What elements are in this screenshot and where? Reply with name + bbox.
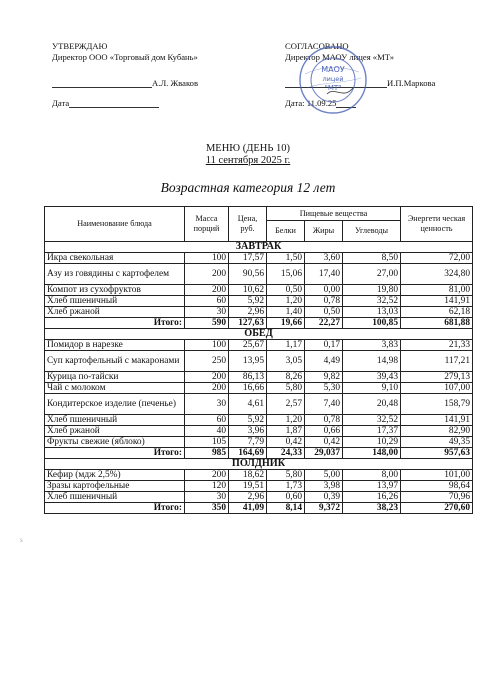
dish-price: 5,92 <box>229 296 267 307</box>
dish-carbs: 19,80 <box>343 285 401 296</box>
total-row <box>45 318 473 329</box>
total-fat: 9,372 <box>305 503 343 514</box>
dish-fat: 0,66 <box>305 426 343 437</box>
total-mass: 985 <box>185 448 229 459</box>
dish-mass: 30 <box>185 492 229 503</box>
total-label: Итого: <box>45 448 185 459</box>
dish-carbs: 13,97 <box>343 481 401 492</box>
table-row <box>45 253 473 264</box>
dish-carbs: 32,52 <box>343 296 401 307</box>
organization-stamp <box>297 44 369 116</box>
dish-name: Помидор в нарезке <box>45 340 185 351</box>
dish-price: 18,62 <box>229 470 267 481</box>
dish-fat: 0,00 <box>305 285 343 296</box>
header-mass: Масса порций <box>185 207 229 242</box>
dish-price: 10,62 <box>229 285 267 296</box>
section-title: ПОЛДНИК <box>45 459 473 470</box>
total-energy: 681,88 <box>401 318 473 329</box>
total-price: 41,09 <box>229 503 267 514</box>
dish-price: 4,61 <box>229 394 267 415</box>
date-value: 11.09.25 <box>306 98 337 108</box>
dish-name: Азу из говядины с картофелем <box>45 264 185 285</box>
table-row <box>45 394 473 415</box>
dish-energy: 141,91 <box>401 296 473 307</box>
dish-fat: 9,82 <box>305 372 343 383</box>
dish-carbs: 3,83 <box>343 340 401 351</box>
dish-name: Хлеб ржаной <box>45 307 185 318</box>
total-protein: 8,14 <box>267 503 305 514</box>
dish-name: Кондитерское изделие (печенье) <box>45 394 185 415</box>
total-protein: 24,33 <box>267 448 305 459</box>
age-category: Возрастная категория 12 лет <box>160 180 336 195</box>
dish-mass: 100 <box>185 253 229 264</box>
header-fat: Жиры <box>305 221 343 242</box>
dish-energy: 117,21 <box>401 351 473 372</box>
table-row <box>45 415 473 426</box>
dish-fat: 0,17 <box>305 340 343 351</box>
menu-title: МЕНЮ (ДЕНЬ 10) <box>205 143 291 154</box>
table-row <box>45 426 473 437</box>
section-row <box>45 242 473 253</box>
dish-name: Суп картофельный с макаронами <box>45 351 185 372</box>
dish-name: Хлеб ржаной <box>45 426 185 437</box>
dish-protein: 3,05 <box>267 351 305 372</box>
dish-protein: 0,50 <box>267 285 305 296</box>
dish-protein: 2,57 <box>267 394 305 415</box>
dish-fat: 0,50 <box>305 307 343 318</box>
dish-mass: 40 <box>185 426 229 437</box>
dish-fat: 4,49 <box>305 351 343 372</box>
dish-name: Икра свекольная <box>45 253 185 264</box>
dish-mass: 250 <box>185 351 229 372</box>
menu-date: 11 сентября 2025 г. <box>205 155 291 166</box>
table-row <box>45 383 473 394</box>
dish-energy: 279,13 <box>401 372 473 383</box>
agreer-name: И.П.Маркова <box>387 78 436 88</box>
dish-mass: 200 <box>185 285 229 296</box>
section-title: ЗАВТРАК <box>45 242 473 253</box>
table-row <box>45 340 473 351</box>
header-nutrients: Пищевые вещества <box>267 207 401 221</box>
stamp-line1: МАОУ <box>321 65 345 74</box>
date-label: Дата <box>52 98 70 108</box>
total-label: Итого: <box>45 318 185 329</box>
dish-fat: 7,40 <box>305 394 343 415</box>
total-energy: 957,63 <box>401 448 473 459</box>
dish-mass: 60 <box>185 415 229 426</box>
dish-energy: 82,90 <box>401 426 473 437</box>
dish-fat: 0,78 <box>305 415 343 426</box>
dish-price: 2,96 <box>229 492 267 503</box>
table-row <box>45 481 473 492</box>
dish-energy: 324,80 <box>401 264 473 285</box>
dish-price: 5,92 <box>229 415 267 426</box>
table-row <box>45 372 473 383</box>
menu-body <box>45 242 473 514</box>
dish-name: Фрукты свежие (яблоко) <box>45 437 185 448</box>
dish-mass: 120 <box>185 481 229 492</box>
table-row <box>45 351 473 372</box>
dish-energy: 70,96 <box>401 492 473 503</box>
dish-price: 7,79 <box>229 437 267 448</box>
dish-energy: 72,00 <box>401 253 473 264</box>
dish-energy: 101,00 <box>401 470 473 481</box>
approver-date <box>52 98 159 108</box>
dish-price: 3,96 <box>229 426 267 437</box>
header-protein: Белки <box>267 221 305 242</box>
dish-protein: 1,20 <box>267 415 305 426</box>
dish-name: Чай с молоком <box>45 383 185 394</box>
dish-fat: 3,60 <box>305 253 343 264</box>
total-label: Итого: <box>45 503 185 514</box>
dish-protein: 1,87 <box>267 426 305 437</box>
total-fat: 22,27 <box>305 318 343 329</box>
dish-price: 90,56 <box>229 264 267 285</box>
table-row <box>45 264 473 285</box>
table-row <box>45 492 473 503</box>
dish-protein: 1,17 <box>267 340 305 351</box>
date-label: Дата <box>285 98 303 108</box>
dish-price: 2,96 <box>229 307 267 318</box>
dish-carbs: 17,37 <box>343 426 401 437</box>
dish-carbs: 8,50 <box>343 253 401 264</box>
dish-protein: 0,42 <box>267 437 305 448</box>
dish-name: Курица по-тайски <box>45 372 185 383</box>
dish-energy: 107,00 <box>401 383 473 394</box>
total-mass: 350 <box>185 503 229 514</box>
dish-carbs: 20,48 <box>343 394 401 415</box>
table-row <box>45 470 473 481</box>
date-line <box>69 99 159 108</box>
total-mass: 590 <box>185 318 229 329</box>
dish-carbs: 32,52 <box>343 415 401 426</box>
dish-energy: 49,35 <box>401 437 473 448</box>
dish-energy: 21,33 <box>401 340 473 351</box>
dish-mass: 200 <box>185 383 229 394</box>
dish-mass: 60 <box>185 296 229 307</box>
section-row <box>45 459 473 470</box>
dish-name: Хлеб пшеничный <box>45 492 185 503</box>
dish-protein: 5,80 <box>267 383 305 394</box>
dish-carbs: 8,00 <box>343 470 401 481</box>
dish-price: 25,67 <box>229 340 267 351</box>
dish-energy: 98,64 <box>401 481 473 492</box>
table-row <box>45 437 473 448</box>
dish-energy: 141,91 <box>401 415 473 426</box>
dish-energy: 158,79 <box>401 394 473 415</box>
dish-fat: 0,78 <box>305 296 343 307</box>
menu-table <box>44 206 473 514</box>
dish-name: Кефир (мдж 2,5%) <box>45 470 185 481</box>
dish-fat: 3,98 <box>305 481 343 492</box>
header-name: Наименование блюда <box>45 207 185 242</box>
dish-fat: 5,30 <box>305 383 343 394</box>
dish-carbs: 39,43 <box>343 372 401 383</box>
dish-fat: 0,39 <box>305 492 343 503</box>
dish-name: Компот из сухофруктов <box>45 285 185 296</box>
dish-protein: 8,26 <box>267 372 305 383</box>
dish-price: 13,95 <box>229 351 267 372</box>
total-price: 164,69 <box>229 448 267 459</box>
total-fat: 29,037 <box>305 448 343 459</box>
signature-line <box>52 79 152 88</box>
total-energy: 270,60 <box>401 503 473 514</box>
dish-protein: 1,20 <box>267 296 305 307</box>
approver-signature-line <box>52 78 198 88</box>
dish-price: 19,51 <box>229 481 267 492</box>
stamp-line3: "МТ" <box>324 84 342 92</box>
dish-mass: 30 <box>185 394 229 415</box>
total-carbs: 38,23 <box>343 503 401 514</box>
approve-title: УТВЕРЖДАЮ <box>52 41 108 51</box>
dish-name: Хлеб пшеничный <box>45 415 185 426</box>
dish-protein: 1,50 <box>267 253 305 264</box>
dish-protein: 1,40 <box>267 307 305 318</box>
dish-carbs: 10,29 <box>343 437 401 448</box>
dish-energy: 81,00 <box>401 285 473 296</box>
total-row <box>45 503 473 514</box>
dish-carbs: 13,03 <box>343 307 401 318</box>
dish-carbs: 27,00 <box>343 264 401 285</box>
table-row <box>45 307 473 318</box>
dish-price: 86,13 <box>229 372 267 383</box>
dish-energy: 62,18 <box>401 307 473 318</box>
total-carbs: 100,85 <box>343 318 401 329</box>
total-protein: 19,66 <box>267 318 305 329</box>
approver-name: А.Л. Жваков <box>152 78 199 88</box>
agree-title: СОГЛАСОВАНО <box>285 41 349 51</box>
dish-carbs: 9,10 <box>343 383 401 394</box>
dish-carbs: 16,26 <box>343 492 401 503</box>
header-price: Цена, руб. <box>229 207 267 242</box>
dish-mass: 100 <box>185 340 229 351</box>
approver-position: Директор ООО «Торговый дом Кубань» <box>52 52 198 62</box>
total-row <box>45 448 473 459</box>
dish-protein: 1,73 <box>267 481 305 492</box>
dish-protein: 5,80 <box>267 470 305 481</box>
dish-fat: 0,42 <box>305 437 343 448</box>
total-price: 127,63 <box>229 318 267 329</box>
dish-mass: 200 <box>185 264 229 285</box>
section-row <box>45 329 473 340</box>
dish-price: 17,57 <box>229 253 267 264</box>
dish-name: Зразы картофельные <box>45 481 185 492</box>
section-title: ОБЕД <box>45 329 473 340</box>
header-energy: Энергети ческая ценность <box>401 207 473 242</box>
dish-fat: 5,00 <box>305 470 343 481</box>
scan-mark: s <box>20 536 23 544</box>
dish-mass: 200 <box>185 372 229 383</box>
dish-protein: 15,06 <box>267 264 305 285</box>
agreer-date: Дата: 11.09.25 <box>285 98 356 108</box>
dish-name: Хлеб пшеничный <box>45 296 185 307</box>
table-row <box>45 285 473 296</box>
table-row <box>45 296 473 307</box>
dish-fat: 17,40 <box>305 264 343 285</box>
dish-protein: 0,60 <box>267 492 305 503</box>
agreer-position: Директор МАОУ лицея «МТ» <box>285 52 395 62</box>
total-carbs: 148,00 <box>343 448 401 459</box>
dish-mass: 30 <box>185 307 229 318</box>
dish-mass: 105 <box>185 437 229 448</box>
dish-carbs: 14,98 <box>343 351 401 372</box>
header-carbs: Углеводы <box>343 221 401 242</box>
dish-mass: 200 <box>185 470 229 481</box>
stamp-line2: лицей <box>322 75 344 83</box>
dish-price: 16,66 <box>229 383 267 394</box>
